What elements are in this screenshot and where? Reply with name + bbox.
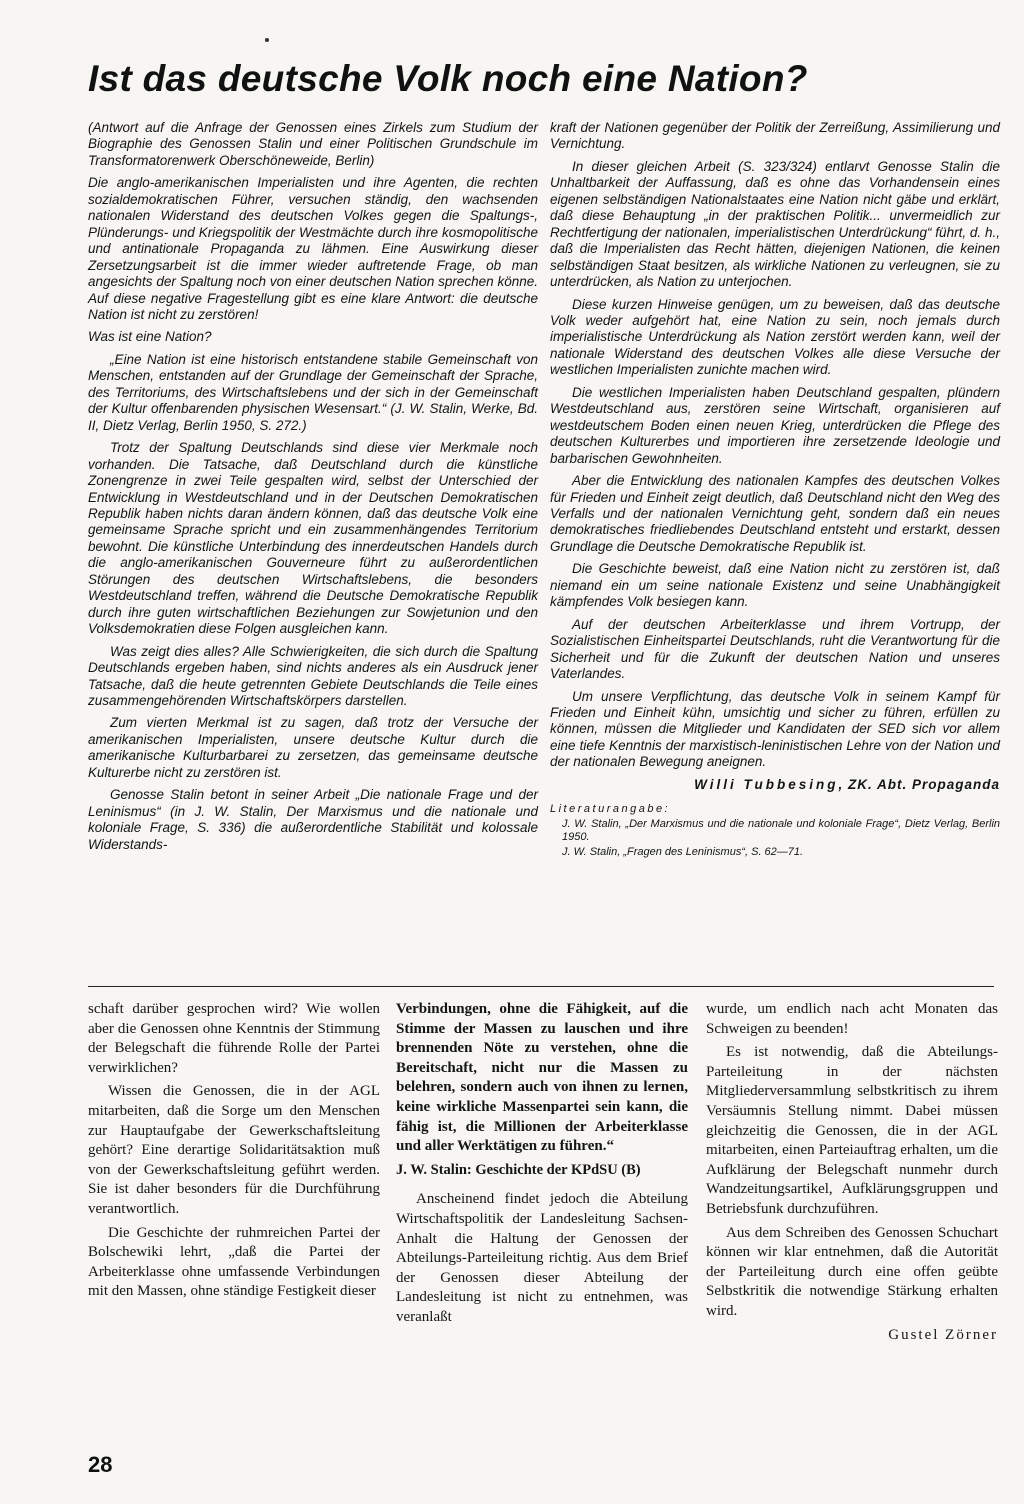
bottom-column-3 <box>706 1000 998 1349</box>
stalin-quote: Verbindungen, ohne die Fähigkeit, auf die Stimme der Massen zu lauschen und ihre brennenden Nöte zu verstehen, ohne die Bereitschaft, nicht nur die Massen zu belehren, sondern auch von ihnen zu lernen, keine wirkliche Massenpartei sein kann, die fähig ist, die Millionen der Arbeiterklasse und aller Werktätigen zu führen.“ <box>396 1001 688 1155</box>
paragraph: Was zeigt dies alles? Alle Schwierigkeiten, die sich durch die Spaltung Deutschlands ergeben haben, sind nichts anderes als ein Ausdruck jener Tatsache, daß die heute getrennten Gebiete Deutschlands die Teile eines zusammengehörenden Wirtschaftskörpers darstellen. <box>88 643 538 708</box>
paragraph: wurde, um endlich nach acht Monaten das Schweigen zu beenden! <box>706 1001 998 1037</box>
paragraph: Was ist eine Nation? <box>88 329 212 345</box>
paragraph: Genosse Stalin betont in seiner Arbeit „Die nationale Frage und der Leninismus“ (in J. W. Stalin, Der Marxismus und die nationale und koloniale Frage, S. 336) die außerordentliche Stabilität und kolossale Widerstands- <box>88 787 538 852</box>
article-title: Ist das deutsche Volk noch eine Nation? <box>88 58 808 99</box>
paragraph: Die anglo-amerikanischen Imperialisten und ihre Agenten, die rechten sozialdemokratischen Führer, versuchen ständig, den wachsenden nationalen Widerstand des deutschen Volkes gegen die Spaltungs-, Plünderungs- und Kriegspolitik der Westmächte durch ihre kosmopolitische und antinationale Propaganda zu lähmen. Eine Auswirkung dieser Zersetzungsarbeit ist die immer wieder auftretende Frage, ob man angesichts der Spaltung noch von einer deutschen Nation sprechen könne. Auf diese negative Fragestellung gibt es eine klare Antwort: die deutsche Nation ist nicht zu zerstören! <box>88 175 538 322</box>
paragraph: Aus dem Schreiben des Genossen Schuchart können wir klar entnehmen, daß die Autorität der Parteileitung durch eine offen geübte Selbstkritik die notwendige Stärkung erhalten wird. <box>706 1224 998 1319</box>
paragraph: Die Geschichte der ruhmreichen Partei der Bolschewiki lehrt, „daß die Partei der Arbeiterklasse ohne umfassende Verbindungen mit den Massen, ohne ständige Festigkeit dieser <box>88 1224 380 1300</box>
paragraph: In dieser gleichen Arbeit (S. 323/324) entlarvt Genosse Stalin die Unhaltbarkeit der Auffassung, daß es ohne das Vorhandensein eines eigenen selbständigen Nationalstaates eine Nation nicht gäbe und erklärt, daß diese Behauptung „in der praktischen Politik... unvermeidlich zur Rechtfertigung der nationalen, imperialistischen Unterdrückung“ führt, d. h., daß die Imperialisten das Recht hätten, diejenigen Nationen, die keinen selbständigen Staat besitzen, als wirkliche Nationen zu verleugnen, sie zu unterdrücken, als Nation zu unterjochen. <box>550 158 1000 290</box>
page-number: 28 <box>88 1452 113 1477</box>
paragraph: Zum vierten Merkmal ist zu sagen, daß trotz der Versuche der amerikanischen Imperialisten, unsere deutsche Kultur durch die amerikanische Kulturbarbarei zu zersetzen, das gemeinsame deutsche Kulturerbe nicht zu zerstören ist. <box>88 715 538 780</box>
article-right-column <box>550 120 1000 861</box>
section-divider <box>88 986 994 987</box>
paragraph: kraft der Nationen gegenüber der Politik der Zerreißung, Assimilierung und Vernichtung. <box>550 120 1000 152</box>
article-left-column <box>88 120 538 859</box>
paragraph: Anscheinend findet jedoch die Abteilung Wirtschaftspolitik der Landesleitung Sachsen-Anhalt die Haltung der Genossen der Abteilungs-Parteileitung richtig. Aus dem Brief der Genossen dieser Abteilung der Landesleitung ist nicht zu entnehmen, was veranlaßt <box>396 1191 688 1325</box>
literature-ref: J. W. Stalin, „Fragen des Leninismus“, S. 62—71. <box>562 846 804 859</box>
literature-ref: J. W. Stalin, „Der Marxismus und die nationale und koloniale Frage“, Dietz Verlag, Berlin 1950. <box>562 818 1000 844</box>
literature-block <box>550 803 1000 859</box>
paragraph: Die Geschichte beweist, daß eine Nation nicht zu zerstören ist, daß niemand ein um seine nationale Existenz und seine Unabhängigkeit kämpfendes Volk besiegen kann. <box>550 561 1000 610</box>
paragraph: (Antwort auf die Anfrage der Genossen eines Zirkels zum Studium der Biographie des Genossen Stalin und einer Politischen Grundschule im Transformatorenwerk Oberschöneweide, Berlin) <box>88 120 538 168</box>
paragraph: Wissen die Genossen, die in der AGL mitarbeiten, daß die Sorge um den Menschen zur Hauptaufgabe der Gewerkschaftsleitung gehört? Eine derartige Solidaritätsaktion muß von der Gewerkschaftsleitung geführt werden. Sie ist daher besonders für die Durchführung verantwortlich. <box>88 1083 380 1217</box>
paragraph: Aber die Entwicklung des nationalen Kampfes des deutschen Volkes für Frieden und Einheit zeigt deutlich, daß Deutschland nicht den Weg des Verfalls und der nationalen Vernichtung geht, sondern daß ein neues demokratisches friedliebendes Deutschland entsteht und erstarkt, dessen Grundlage die Deutsche Demokratische Republik ist. <box>550 473 1000 554</box>
paragraph: „Eine Nation ist eine historisch entstandene stabile Gemeinschaft von Menschen, entstanden auf der Grundlage der Gemeinschaft der Sprache, des Territoriums, des Wirtschaftslebens und der sich in der Gemeinschaft der Kultur offenbarenden physischen Wesensart.“ (J. W. Stalin, Werke, Bd. II, Dietz Verlag, Berlin 1950, S. 272.) <box>88 351 538 433</box>
bottom-column-1 <box>88 1000 380 1306</box>
author-signature <box>550 777 1000 793</box>
quote-attribution: J. W. Stalin: Geschichte der KPdSU (B) <box>396 1161 641 1178</box>
paragraph: Diese kurzen Hinweise genügen, um zu beweisen, daß das deutsche Volk weder aufgehört hat, eine Nation zu sein, noch jemals durch imperialistische Unterdrückung als Nation zerstört werden kann, weil der nationale Widerstand des deutschen Volkes alle diese Versuche der westlichen Imperialisten zunichte machen wird. <box>550 296 1000 378</box>
literature-heading: Literaturangabe: <box>550 803 671 816</box>
paragraph: schaft darüber gesprochen wird? Wie wollen aber die Genossen ohne Kenntnis der Stimmung der Belegschaft die führende Rolle der Partei verwirklichen? <box>88 1001 380 1076</box>
paragraph: Trotz der Spaltung Deutschlands sind diese vier Merkmale noch vorhanden. Die Tatsache, daß Deutschland durch die künstliche Zonengrenze in zwei Teile gespalten wird, selbst der Unterschied der Entwicklung in Westdeutschland und in der Deutschen Demokratischen Republik haben nichts daran ändern können, daß das deutsche Volk eine gemeinsame Sprache spricht und ein zusammenhängendes Territorium bewohnt. Die künstliche Unterbindung des innerdeutschen Handels durch die anglo-amerikanischen Gouverneure führt zu außerordentlichen Störungen des deutschen Wirtschaftslebens, die besonders Westdeutschland treffen, während die Deutsche Demokratische Republik durch ihre guten wirtschaftlichen Beziehungen zur Sowjetunion und den Volksdemokratien diese Folgen ausgleichen kann. <box>88 440 538 637</box>
author-role: , ZK. Abt. Propaganda <box>838 776 1000 792</box>
paragraph: Um unsere Verpflichtung, das deutsche Volk in seinem Kampf für Frieden und Einheit kühn, umsichtig und sicher zu führen, erfüllen zu können, müssen die Mitglieder und Kandidaten der SED sich vor allem eine tiefe Kenntnis der marxistisch-leninistischen Lehre von der Nation und der nationalen Bewegung aneignen. <box>550 688 1000 770</box>
author-name: Willi Tubbesing <box>694 776 839 792</box>
paragraph: Auf der deutschen Arbeiterklasse und ihrem Vortrupp, der Sozialistischen Einheitspartei Deutschlands, ruht die Verantwortung für die Sicherheit und für die Zukunft der deutschen Nation und unseres Vaterlandes. <box>550 616 1000 682</box>
bottom-column-2 <box>396 1000 688 1332</box>
print-speck <box>265 38 269 42</box>
author-signature: Gustel Zörner <box>888 1326 998 1343</box>
paragraph: Die westlichen Imperialisten haben Deutschland gespalten, plündern Westdeutschland aus, zerstören seine Wirtschaft, organisieren auf westdeutschem Boden einen neuen Krieg, unterdrücken die Pflege des deutschen Kulturerbes und importieren ihre zersetzende Ideologie und barbarischen Gewohnheiten. <box>550 384 1000 466</box>
paragraph: Es ist notwendig, daß die Abteilungs-Parteileitung in der nächsten Mitgliederversammlung selbstkritisch zu ihrem Versäumnis Stellung nimmt. Dabei müssen gleichzeitig die Genossen, die in der AGL mitarbeiten, einen Parteiauftrag erhalten, um die Aufklärung der Belegschaft nunmehr durch Wandzeitungsartikel, Aufklärungsgruppen und Betriebsfunk durchzuführen. <box>706 1044 998 1217</box>
